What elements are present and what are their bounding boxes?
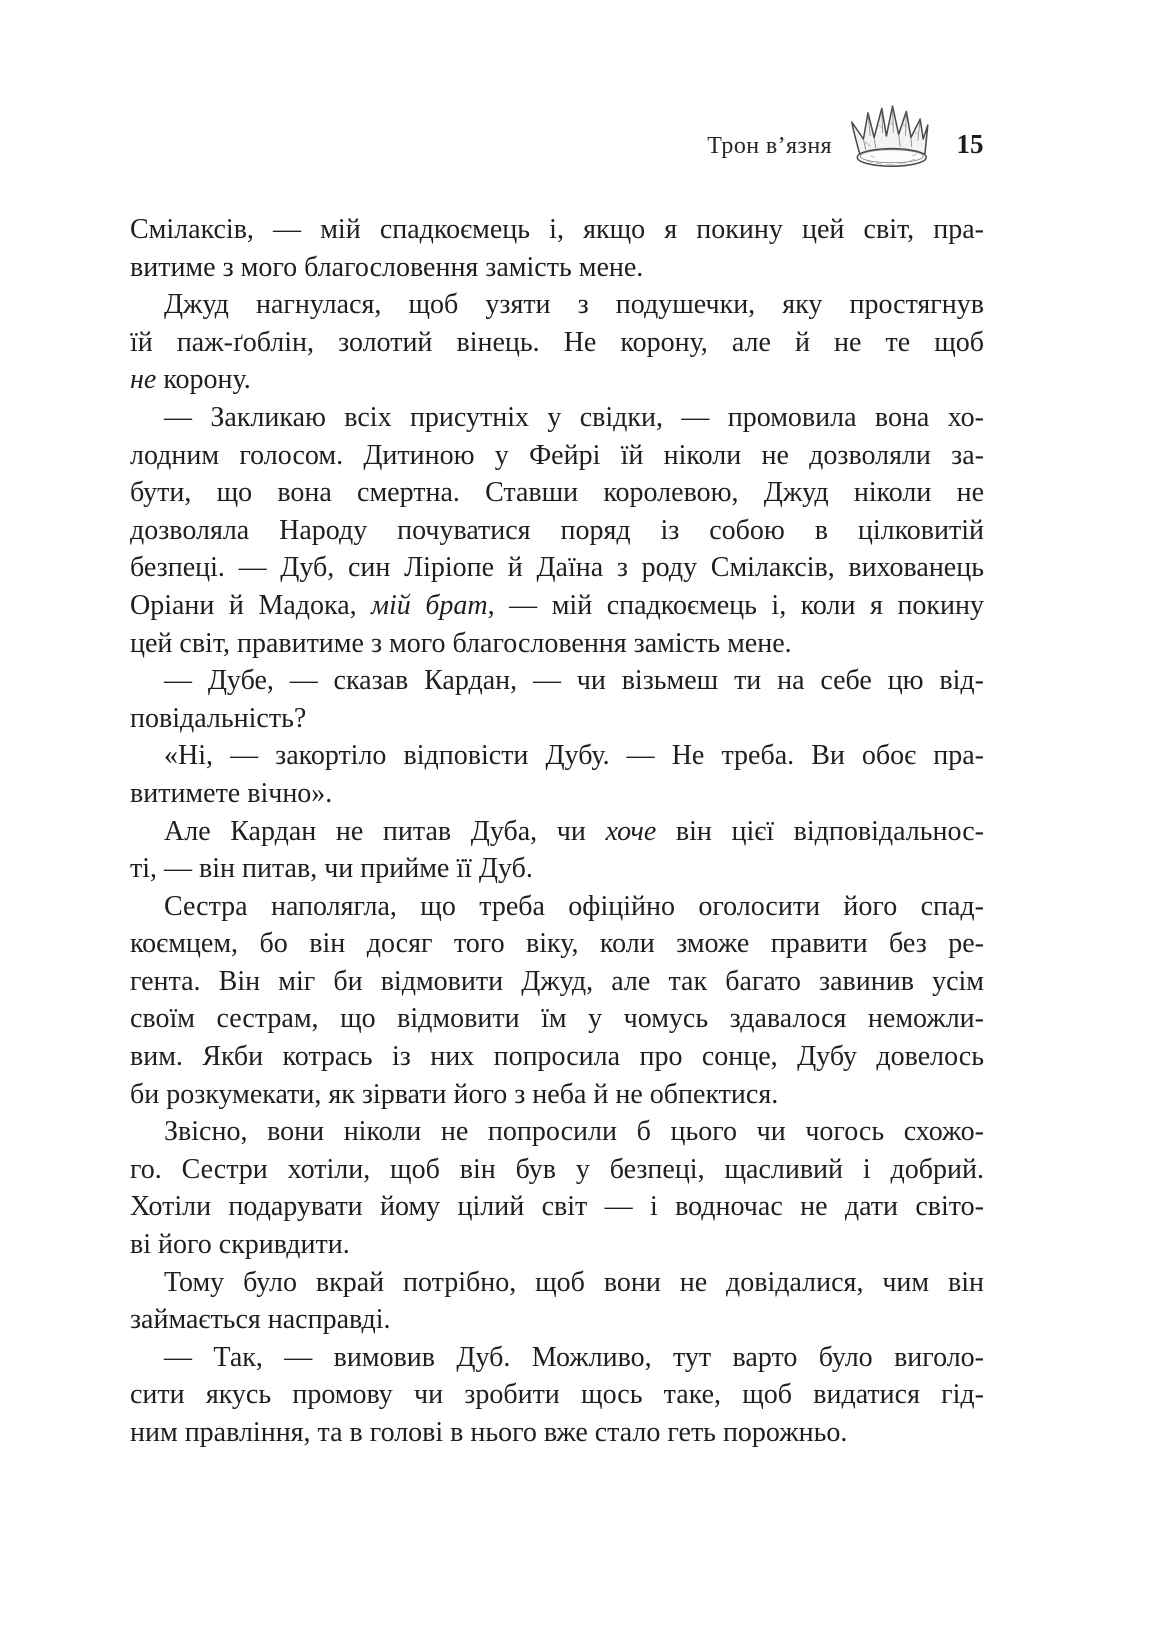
- body-text-italic: мій брат: [371, 589, 488, 621]
- body-line: [130, 437, 984, 475]
- crown-icon: [845, 100, 937, 178]
- body-text-run: цей світ, правитиме з мого благословення замість мене.: [130, 627, 792, 659]
- body-line: [130, 625, 984, 663]
- body-line: [130, 1151, 984, 1189]
- body-line: [130, 474, 984, 512]
- body-text-run: Смілаксів, — мій спадкоємець і, якщо я покину цей світ, пра-: [130, 214, 984, 245]
- body-line: [130, 1264, 984, 1302]
- body-line: [130, 1226, 984, 1264]
- body-line: [130, 1000, 984, 1038]
- body-text-run: своїм сестрам, що відмовити їм у чомусь здавалося неможли-: [130, 1003, 984, 1035]
- body-text-run: Сестра наполягла, що треба офіційно оголосити його спад-: [164, 890, 984, 922]
- body-text-run: займається насправді.: [130, 1304, 391, 1336]
- body-line: [130, 888, 984, 926]
- body-text-run: дозволяла Народу почуватися поряд із собою в цілковитій: [130, 514, 984, 546]
- body-text-italic: не: [130, 364, 157, 396]
- body-line: [130, 249, 984, 287]
- body-line: [130, 1038, 984, 1076]
- body-text-run: Оріани й Мадока,: [130, 589, 372, 621]
- body-text-run: безпеці. — Дуб, син Ліріопе й Даїна з роду Смілаксів, вихованець: [130, 552, 984, 584]
- body-line: [130, 361, 984, 399]
- body-text-run: корону.: [156, 364, 251, 396]
- body-text-run: ним правління, та в голові в нього вже стало геть порожньо.: [130, 1417, 848, 1448]
- body-text-run: коємцем, бо він досяг того віку, коли зможе правити без ре-: [130, 928, 984, 960]
- body-text-run: «Ні, — закортіло відповісти Дубу. — Не треба. Ви обоє пра-: [164, 740, 984, 772]
- body-line: [130, 549, 984, 587]
- body-line: [130, 775, 984, 813]
- body-line: [130, 324, 984, 362]
- body-text-run: , — мій спадкоємець і, коли я покину: [487, 589, 985, 621]
- body-line: [130, 512, 984, 550]
- body-text-run: — Дубе, — сказав Кардан, — чи візьмеш ти на себе цю від-: [164, 665, 984, 697]
- body-text-italic: хоче: [605, 815, 657, 847]
- body-text-run: повідальність?: [130, 702, 307, 734]
- body-line: [130, 399, 984, 437]
- body-line: [130, 813, 984, 851]
- body-text-run: Але Кардан не питав Дуба, чи: [164, 815, 606, 847]
- body-line: [130, 662, 984, 700]
- body-text-run: Хотіли подарувати йому цілий світ — і водночас не дати світо-: [130, 1191, 984, 1223]
- body-line: [130, 211, 984, 249]
- body-line: [130, 1113, 984, 1151]
- page-number: 15: [956, 129, 984, 159]
- running-title: Трон в’язня: [707, 133, 832, 159]
- body-text-run: бути, що вона смертна. Ставши королевою, Джуд ніколи не: [130, 477, 984, 509]
- body-line: [130, 1414, 984, 1452]
- body-line: [130, 1339, 984, 1377]
- body-text-run: Джуд нагнулася, щоб узяти з подушечки, яку простягнув: [164, 289, 984, 321]
- body-text-run: ті, — він питав, чи прийме її Дуб.: [130, 853, 533, 885]
- body-text-run: — Так, — вимовив Дуб. Можливо, тут варто було виголо-: [164, 1341, 984, 1373]
- body-line: [130, 925, 984, 963]
- body-text-run: лодним голосом. Дитиною у Фейрі їй ніколи не дозволяли за-: [130, 439, 984, 471]
- body-text-run: Звісно, вони ніколи не попросили б цього чи чогось схожо-: [164, 1116, 984, 1148]
- body-text-run: гента. Він міг би відмовити Джуд, але так багато завинив усім: [130, 965, 984, 997]
- body-line: [130, 850, 984, 888]
- body-text-run: ві його скривдити.: [130, 1229, 350, 1261]
- body-text-run: вим. Якби котрась із них попросила про сонце, Дубу довелось: [130, 1041, 984, 1073]
- body-text-run: — Закликаю всіх присутніх у свідки, — промовила вона хо-: [164, 401, 984, 433]
- body-text-run: сити якусь промову чи зробити щось таке, щоб видатися гід-: [130, 1379, 984, 1411]
- body-text-run: го. Сестри хотіли, щоб він був у безпеці, щасливий і добрий.: [130, 1153, 984, 1185]
- body-text-run: він цієї відповідальнос-: [656, 815, 984, 847]
- body-line: [130, 1076, 984, 1114]
- page-body: [130, 211, 984, 1452]
- body-line: [130, 1376, 984, 1414]
- body-line: [130, 286, 984, 324]
- body-text-run: Тому було вкрай потрібно, щоб вони не довідалися, чим він: [164, 1266, 984, 1298]
- body-line: [130, 587, 984, 625]
- body-text-run: їй паж-ґоблін, золотий вінець. Не корону, але й не те щоб: [130, 326, 984, 358]
- body-line: [130, 737, 984, 775]
- body-text-run: витимете вічно».: [130, 777, 333, 809]
- body-line: [130, 1188, 984, 1226]
- body-text-run: би розкумекати, як зірвати його з неба й не обпектися.: [130, 1078, 779, 1110]
- body-line: [130, 1301, 984, 1339]
- body-line: [130, 700, 984, 738]
- body-text-run: витиме з мого благословення замість мене.: [130, 251, 644, 283]
- body-line: [130, 963, 984, 1001]
